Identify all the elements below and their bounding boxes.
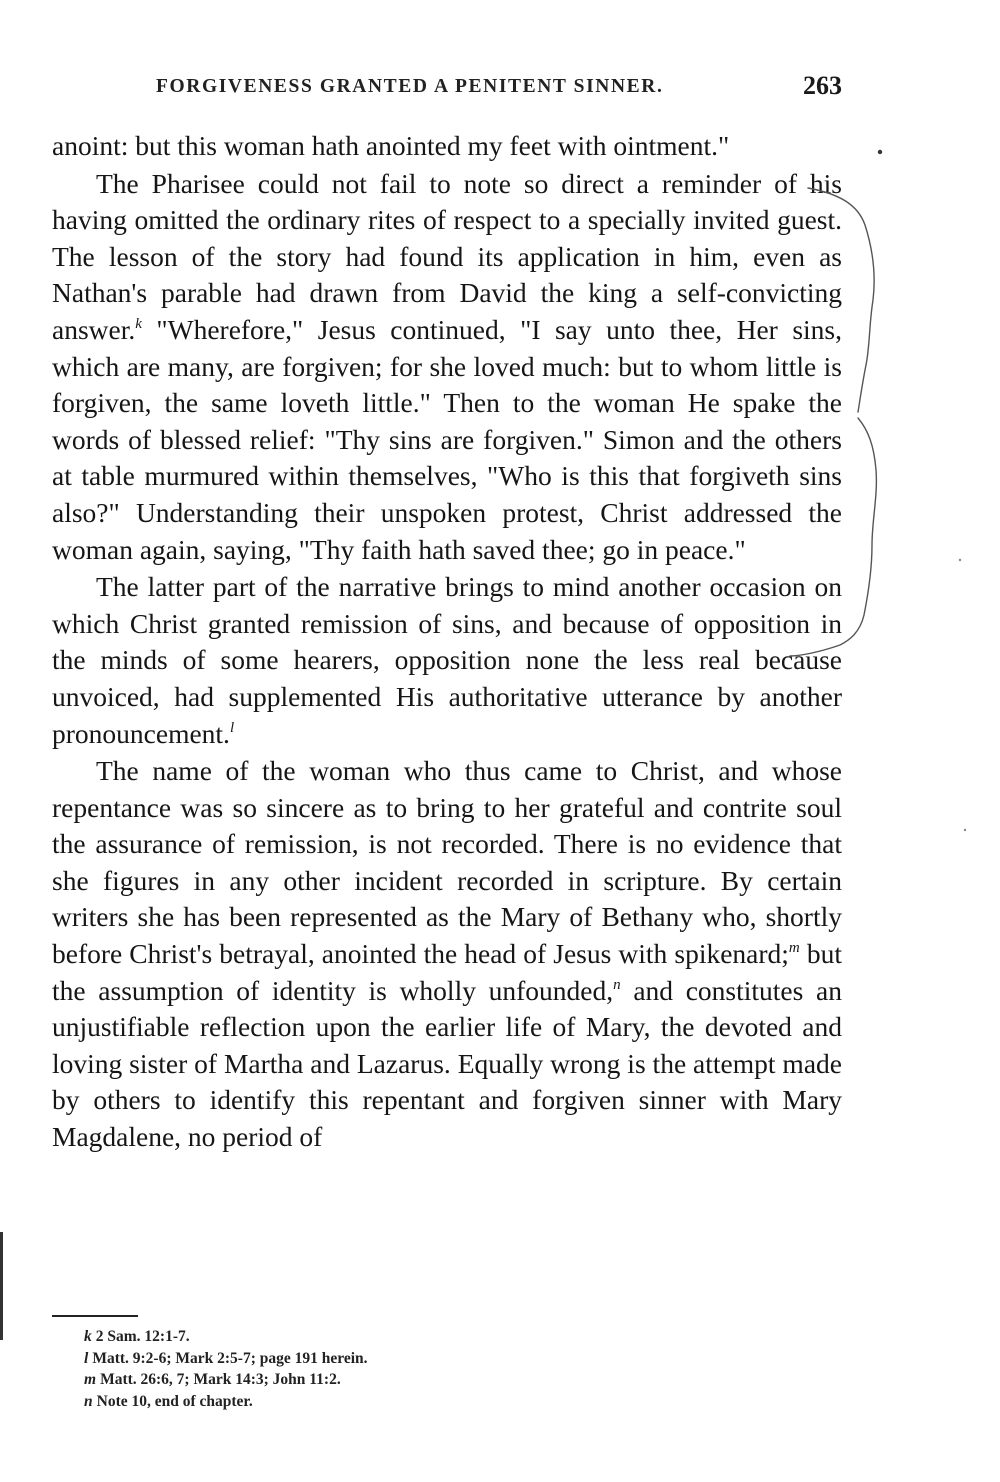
- footnote-key: k: [84, 1328, 92, 1345]
- paragraph-text: but the assumption of identity is wholly unfounded,: [52, 938, 842, 1006]
- footnote-reference[interactable]: m: [788, 940, 800, 957]
- footnote-key: l: [84, 1349, 89, 1367]
- body-paragraph: [52, 569, 842, 752]
- footnote-text: 2 Sam. 12:1-7.: [95, 1328, 190, 1345]
- footnote-text: Matt. 9:2-6; Mark 2:5-7; page 191 herein.: [92, 1349, 368, 1367]
- footnote-text: Matt. 26:6, 7; Mark 14:3; John 11:2.: [100, 1371, 341, 1388]
- footnote-rule: [52, 1315, 138, 1317]
- margin-scan-mark: [0, 1232, 3, 1340]
- running-head: [52, 72, 842, 106]
- footnote: [84, 1391, 584, 1413]
- ink-speck: [964, 829, 966, 831]
- body-text: [52, 128, 842, 1156]
- footnotes: [84, 1326, 584, 1412]
- footnote-key: m: [84, 1371, 97, 1388]
- ink-speck: [959, 559, 961, 561]
- running-head-title: FORGIVENESS GRANTED A PENITENT SINNER.: [156, 76, 664, 97]
- page-number: 263: [803, 71, 842, 100]
- footnote-reference[interactable]: k: [135, 315, 142, 332]
- body-paragraph: [52, 166, 842, 569]
- body-paragraph: [52, 753, 842, 1156]
- paragraph-text: anoint: but this woman hath anointed my feet with ointment.": [52, 130, 730, 161]
- footnote-reference[interactable]: l: [229, 719, 235, 736]
- ink-speck: [878, 150, 882, 154]
- footnote-reference[interactable]: n: [613, 976, 621, 993]
- footnote: [84, 1348, 584, 1370]
- body-paragraph: [52, 128, 842, 165]
- paragraph-text: The latter part of the narrative brings to mind another occasion on which Christ granted remission of sins, and because of opposition in the minds of some hearers, opposition none the less real because unvoiced, had supplemented His authoritative utterance by another pronouncement.: [52, 571, 842, 749]
- footnote: [84, 1326, 584, 1348]
- paragraph-text: and constitutes an unjustifiable reflection upon the earlier life of Mary, the devoted and loving sister of Martha and Lazarus. Equally wrong is the attempt made by others to identify this repentant and forgiven sinner with Mary Magdalene, no period of: [52, 974, 842, 1153]
- footnote: [84, 1369, 584, 1391]
- paragraph-text: The name of the woman who thus came to Christ, and whose repentance was so sincere as to bring to her grateful and contrite soul the assurance of remission, is not recorded. There is no evidence that she figures in any other incident recorded in scripture. By certain writers she has been represented as the Mary of Bethany who, shortly before Christ's betrayal, anointed the head of Jesus with spikenard;: [52, 755, 842, 970]
- paragraph-text: The Pharisee could not fail to note so direct a reminder of his having omitted the ordinary rites of respect to a specially invited guest. The lesson of the story had found its application in him, even as Nathan's parable had drawn from David the king a self-convicting answer.: [52, 167, 842, 345]
- paragraph-text: "Wherefore," Jesus continued, "I say unto thee, Her sins, which are many, are forgiven; for she loved much: but to whom little is forgiven, the same loveth little." Then to the woman He spake the words of blessed relief: "Thy sins are forgiven." Simon and the others at table murmured within themselves, "Who is this that forgiveth sins also?" Understanding their unspoken protest, Christ addressed the woman again, saying, "Thy faith hath saved thee; go in peace.": [52, 313, 842, 565]
- footnote-text: Note 10, end of chapter.: [96, 1392, 253, 1410]
- footnote-key: n: [84, 1392, 93, 1410]
